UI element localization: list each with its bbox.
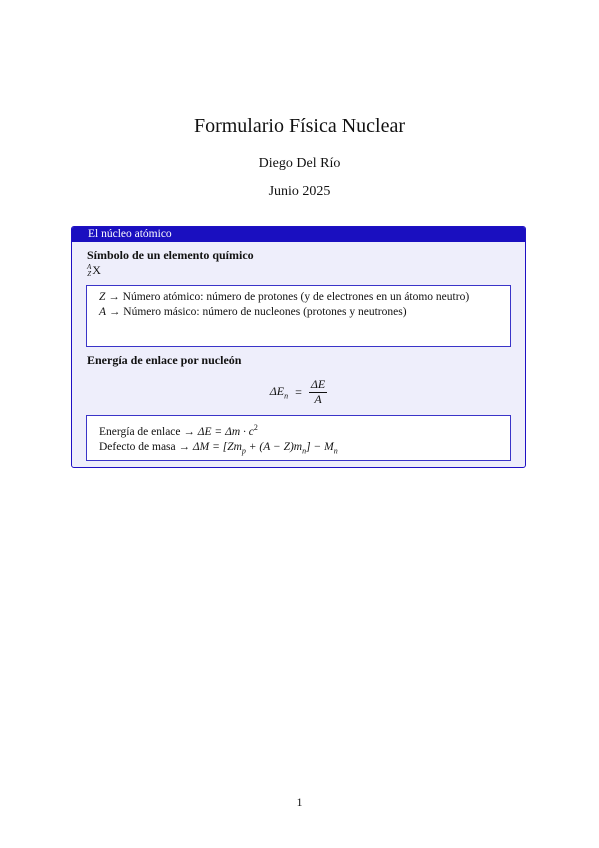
mass-defect-part-c: ] − M	[306, 440, 334, 453]
formula-numerator: ΔE	[310, 377, 326, 391]
mass-number: A	[87, 263, 92, 272]
mass-defect-formula	[192, 440, 338, 456]
atomic-number: Z	[87, 270, 92, 279]
definition-z	[99, 290, 498, 305]
element-symbol	[87, 263, 101, 278]
document-author: Diego Del Río	[258, 156, 341, 171]
symbol-heading: Símbolo de un elemento químico	[87, 248, 254, 262]
section-box-nucleus	[71, 226, 526, 468]
nucleus-mass-sub: n	[333, 446, 338, 456]
arrow-icon: →	[108, 291, 120, 303]
a-definition-text: Número másico: número de nucleones (protones y neutrones)	[123, 306, 407, 318]
element-letter: X	[92, 263, 101, 277]
binding-energy-formula-text: ΔE = Δm · c	[197, 425, 254, 438]
arrow-icon: →	[178, 440, 191, 453]
definitions-box	[86, 285, 511, 347]
binding-energy-line	[99, 420, 498, 440]
binding-energy-heading: Energía de enlace por nucleón	[87, 353, 242, 367]
binding-energy-formula	[72, 378, 525, 406]
formula-denominator: A	[314, 392, 322, 406]
definition-a	[99, 305, 498, 320]
mass-defect-part-b: + (A − Z)m	[245, 440, 303, 453]
mass-defect-label: Defecto de masa	[99, 440, 176, 453]
arrow-icon: →	[108, 306, 121, 318]
element-symbol-scripts	[87, 264, 91, 278]
formula-fraction	[309, 378, 327, 406]
document-date: Junio 2025	[268, 184, 331, 199]
formula-lhs	[269, 383, 289, 401]
arrow-icon: →	[183, 425, 195, 438]
page-number: 1	[296, 795, 303, 809]
energy-box	[86, 415, 511, 461]
neutron-mass-sub: n	[302, 446, 307, 456]
a-variable: A	[99, 306, 107, 318]
formula-lhs-sub: n	[284, 391, 289, 401]
section-header: El núcleo atómico	[72, 227, 525, 242]
z-definition-text: Número atómico: número de protones (y de electrones en un átomo neutro)	[122, 291, 470, 303]
mass-defect-part-a: ΔM = [Zm	[192, 440, 242, 453]
document-title: Formulario Física Nuclear	[193, 115, 406, 137]
binding-energy-label: Energía de enlace	[99, 425, 181, 438]
mass-defect-line	[99, 440, 498, 458]
proton-mass-sub: p	[241, 446, 246, 456]
binding-energy-exponent: 2	[253, 423, 258, 432]
z-variable: Z	[99, 291, 106, 303]
formula-lhs-delta: ΔE	[269, 383, 285, 398]
formula-equals: =	[295, 384, 302, 399]
